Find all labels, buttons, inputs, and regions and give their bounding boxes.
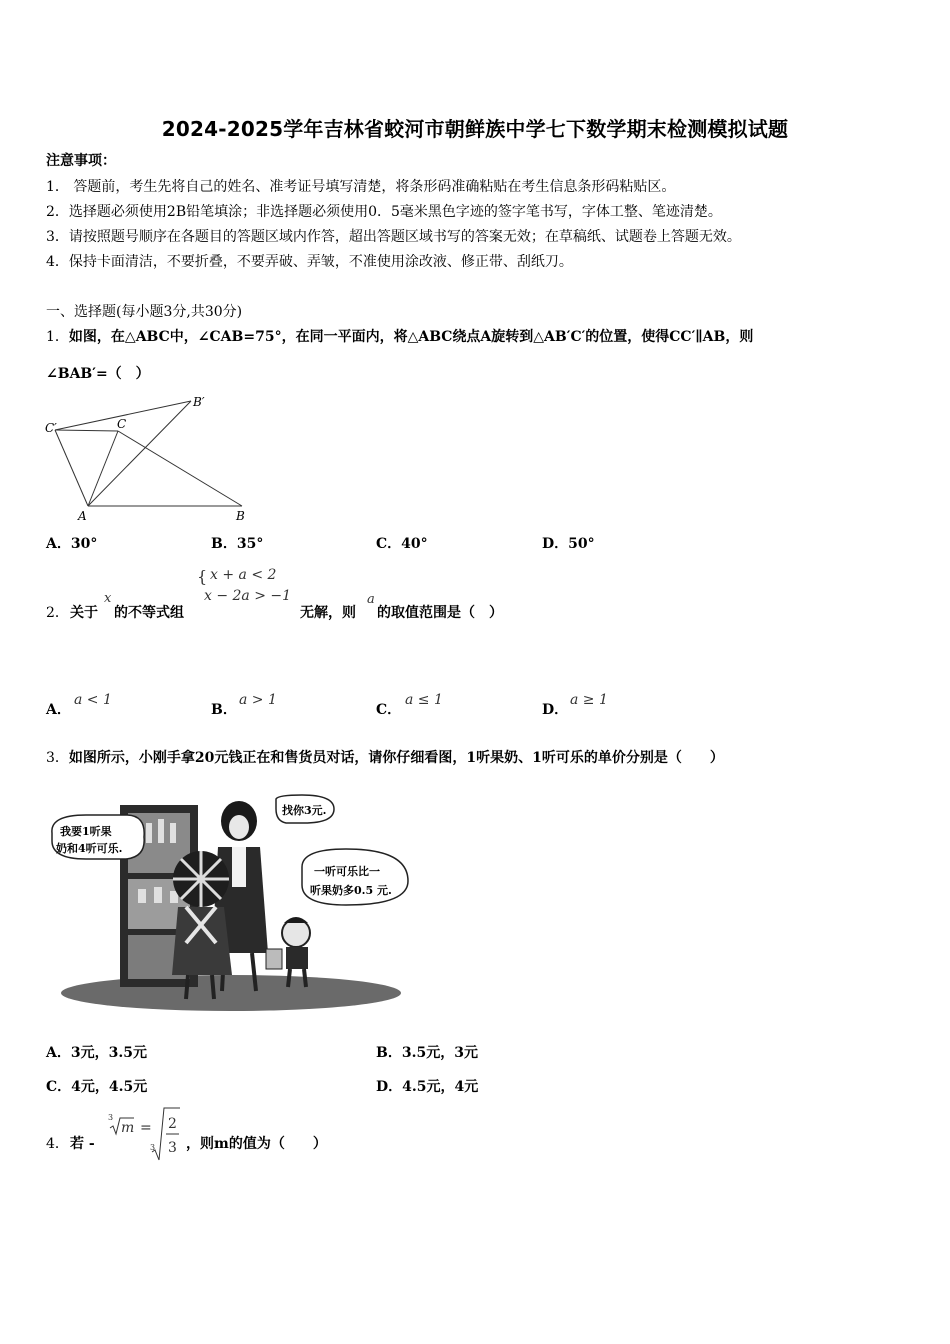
q2-inequality-2: x − 2a > −1 [204, 588, 292, 604]
q4-text-a: 若 - [70, 1136, 95, 1152]
q2-option-c-value: a ≤ 1 [405, 692, 443, 708]
q3-option-a[interactable]: A．3元，3.5元 [46, 1045, 147, 1061]
cube-root-index-left: 3 [108, 1113, 114, 1122]
segment-c-prime-a [55, 430, 88, 506]
boy-head [282, 919, 310, 947]
label-b-prime: B′ [193, 395, 205, 409]
seller-bubble-text: 找你3元. [282, 804, 327, 817]
q3-option-b[interactable]: B．3.5元，3元 [376, 1045, 478, 1061]
q1-option-c[interactable]: C．40° [376, 536, 428, 552]
ground-shadow [61, 975, 401, 1011]
q4-text-b: ，则m的值为（ ） [186, 1136, 327, 1152]
q2-option-a-value: a < 1 [74, 692, 112, 708]
q4-equation [104, 1106, 184, 1162]
radicand-m: m [121, 1120, 135, 1136]
notice-heading: 注意事项： [46, 153, 116, 169]
seller-collar [232, 847, 246, 887]
segment-c-prime-c [55, 430, 118, 431]
q1-option-b[interactable]: B．35° [211, 536, 264, 552]
label-a: A [78, 509, 87, 523]
segment-c-b [118, 431, 242, 506]
q2-text-b: 的不等式组 [114, 605, 184, 621]
q3-cartoon-illustration [46, 793, 412, 1015]
q2-text-a: 关于 [70, 605, 98, 621]
q3-number: 3． [46, 750, 69, 766]
q3-text [46, 749, 724, 767]
notice-item-3: 3．请按照题号顺序在各题目的答题区域内作答，超出答题区域书写的答案无效；在草稿纸、试题卷上答题无效。 [46, 229, 741, 245]
q1-stem: 如图，在△ABC中，∠CAB=75°，在同一平面内，将△ABC绕点A旋转到△AB′C′的位置，使得CC′∥AB，则 [68, 329, 754, 345]
seller-face [229, 815, 249, 839]
q3-stem: 如图所示，小刚手拿20元钱正在和售货员对话，请你仔细看图，1听果奶、1听可乐的单价分别是（ ） [68, 750, 724, 766]
q1-text-line2: ∠BAB′=（ ） [46, 366, 150, 382]
q3-option-c[interactable]: C．4元，4.5元 [46, 1079, 148, 1095]
q1-number: 1． [46, 329, 69, 345]
fraction-denominator: 3 [168, 1140, 177, 1156]
q2-option-c[interactable]: C． [376, 702, 402, 718]
q2-number: 2． [46, 605, 69, 621]
q2-option-d-value: a ≥ 1 [570, 692, 608, 708]
label-b: B [236, 509, 245, 523]
notice-item-4: 4．保持卡面清洁，不要折叠，不要弄破、弄皱，不准使用涂改液、修正带、刮纸刀。 [46, 254, 573, 270]
q2-option-b[interactable]: B． [211, 702, 237, 718]
q2-text-d: 的取值范围是（ ） [377, 605, 503, 621]
section-heading: 一、选择题(每小题3分,共30分) [46, 304, 243, 320]
boy-body [286, 947, 308, 969]
girl-bubble-line1: 我要1听果 [60, 825, 112, 838]
q1-text-line1 [46, 328, 753, 346]
q2-text-c: 无解，则 [300, 605, 356, 621]
equals-sign: = [140, 1120, 152, 1136]
q2-var-x: x [104, 591, 112, 606]
q1-triangle-figure [40, 388, 260, 528]
fraction-numerator: 2 [168, 1116, 177, 1132]
q2-brace: { [197, 567, 208, 586]
q1-option-d[interactable]: D．50° [542, 536, 595, 552]
girl-bubble-line2: 奶和4听可乐. [56, 842, 123, 855]
segment-c-a [88, 431, 118, 506]
q4-number: 4． [46, 1136, 69, 1152]
label-c: C [117, 417, 127, 431]
q1-option-a[interactable]: A．30° [46, 536, 98, 552]
notice-item-1: 1． 答题前，考生先将自己的姓名、准考证号填写清楚，将条形码准确粘贴在考生信息条形码粘贴区。 [46, 179, 676, 195]
q2-var-a: a [367, 592, 375, 607]
q2-option-a[interactable]: A． [46, 702, 71, 718]
girl-body [172, 907, 232, 975]
boy-book [266, 949, 282, 969]
notice-item-2: 2．选择题必须使用2B铅笔填涂；非选择题必须使用0．5毫米黑色字迹的签字笔书写，字体工整、笔迹清楚。 [46, 204, 722, 220]
page-title: 2024-2025学年吉林省蛟河市朝鲜族中学七下数学期末检测模拟试题 [161, 117, 789, 141]
q3-option-d[interactable]: D．4.5元，4元 [376, 1079, 479, 1095]
boy-bubble-line2: 听果奶多0.5 元. [310, 884, 392, 897]
label-c-prime: C′ [45, 421, 57, 435]
cube-root-index-right: 3 [150, 1143, 156, 1152]
boy-bubble-line1: 一听可乐比一 [314, 865, 380, 878]
segment-b-prime-a [88, 401, 191, 506]
q2-inequality-1: x + a < 2 [210, 567, 277, 583]
q2-option-b-value: a > 1 [239, 692, 277, 708]
q2-option-d[interactable]: D． [542, 702, 569, 718]
